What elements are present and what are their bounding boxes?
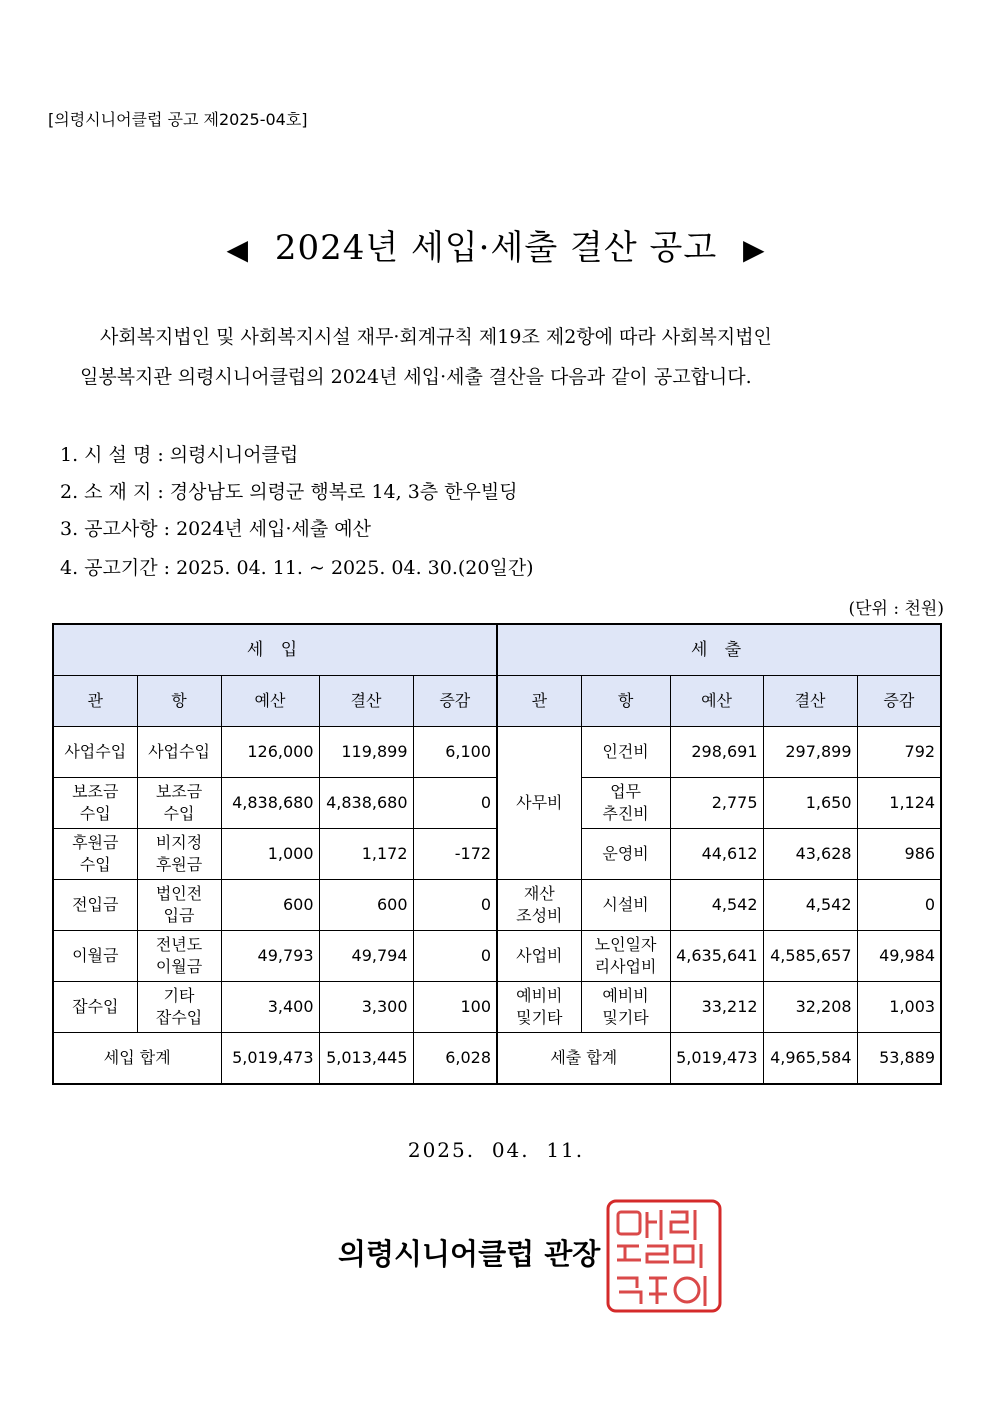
expense-hang: 업무 추진비 [581,778,670,829]
revenue-hang: 보조금 수입 [137,778,221,829]
revenue-total-settlement: 5,013,445 [319,1033,413,1085]
settlement-table [52,623,942,1085]
col-change: 증감 [857,676,941,727]
revenue-gwan: 이월금 [53,931,137,982]
title-text: 2024년 세입·세출 결산 공고 [274,228,718,268]
expense-settlement: 4,542 [763,880,857,931]
expense-budget: 298,691 [670,727,763,778]
intro-line-1: 사회복지법인 및 사회복지시설 재무·회계규칙 제19조 제2항에 따라 사회복지법인 [100,326,772,348]
col-settlement: 결산 [763,676,857,727]
revenue-settlement: 49,794 [319,931,413,982]
revenue-change: 6,100 [413,727,497,778]
official-seal-icon [605,1198,723,1314]
expense-gwan-property: 재산 조성비 [497,880,581,931]
revenue-settlement: 4,838,680 [319,778,413,829]
col-hang: 항 [581,676,670,727]
expense-gwan-reserve: 예비비 및기타 [497,982,581,1033]
expense-settlement: 1,650 [763,778,857,829]
expense-header: 세 출 [497,624,941,676]
expense-gwan-business: 사업비 [497,931,581,982]
expense-change: 0 [857,880,941,931]
revenue-change: 0 [413,778,497,829]
expense-budget: 33,212 [670,982,763,1033]
expense-budget: 4,635,641 [670,931,763,982]
revenue-gwan: 사업수입 [53,727,137,778]
revenue-settlement: 1,172 [319,829,413,880]
item-period: 4. 공고기간 : 2025. 04. 11. ~ 2025. 04. 30.(20일간) [60,557,534,579]
col-hang: 항 [137,676,221,727]
expense-total-settlement: 4,965,584 [763,1033,857,1085]
item-subject: 3. 공고사항 : 2024년 세입·세출 예산 [60,518,372,540]
total-row [53,1033,941,1085]
seal-glyphs [617,1210,705,1306]
revenue-gwan: 후원금 수입 [53,829,137,880]
notice-date: 2025. 04. 11. [407,1138,585,1162]
revenue-change: -172 [413,829,497,880]
expense-hang: 인건비 [581,727,670,778]
revenue-hang: 사업수입 [137,727,221,778]
expense-settlement: 32,208 [763,982,857,1033]
table-row [53,880,941,931]
expense-change: 49,984 [857,931,941,982]
revenue-hang: 기타 잡수입 [137,982,221,1033]
signer-name: 의령시니어클럽 관장 [338,1237,601,1271]
expense-settlement: 43,628 [763,829,857,880]
expense-change: 792 [857,727,941,778]
revenue-gwan: 전입금 [53,880,137,931]
expense-budget: 2,775 [670,778,763,829]
expense-total-change: 53,889 [857,1033,941,1085]
revenue-header: 세 입 [53,624,497,676]
col-change: 증감 [413,676,497,727]
revenue-budget: 49,793 [221,931,319,982]
item-facility-name: 1. 시 설 명 : 의령시니어클럽 [60,444,299,466]
revenue-budget: 1,000 [221,829,319,880]
expense-budget: 44,612 [670,829,763,880]
expense-total-label: 세출 합계 [497,1033,670,1085]
col-budget: 예산 [221,676,319,727]
expense-hang: 운영비 [581,829,670,880]
expense-change: 1,124 [857,778,941,829]
intro-line-2: 일봉복지관 의령시니어클럽의 2024년 세입·세출 결산을 다음과 같이 공고합니다. [80,366,752,388]
expense-total-budget: 5,019,473 [670,1033,763,1085]
expense-hang: 예비비 및기타 [581,982,670,1033]
col-settlement: 결산 [319,676,413,727]
expense-hang: 시설비 [581,880,670,931]
notice-number: [의령시니어클럽 공고 제2025-04호] [48,110,308,129]
expense-hang: 노인일자 리사업비 [581,931,670,982]
revenue-hang: 법인전 입금 [137,880,221,931]
expense-settlement: 297,899 [763,727,857,778]
revenue-total-label: 세입 합계 [53,1033,221,1085]
expense-budget: 4,542 [670,880,763,931]
right-triangle-icon: ▶ [742,233,766,266]
revenue-change: 0 [413,880,497,931]
revenue-gwan: 잡수입 [53,982,137,1033]
table-row [53,727,941,778]
revenue-budget: 600 [221,880,319,931]
table-row [53,982,941,1033]
left-triangle-icon: ◀ [226,233,249,266]
col-budget: 예산 [670,676,763,727]
expense-gwan-office: 사무비 [497,727,581,880]
expense-change: 986 [857,829,941,880]
item-location: 2. 소 재 지 : 경상남도 의령군 행복로 14, 3층 한우빌딩 [60,481,518,503]
col-gwan: 관 [497,676,581,727]
col-gwan: 관 [53,676,137,727]
revenue-gwan: 보조금 수입 [53,778,137,829]
revenue-settlement: 119,899 [319,727,413,778]
table-row [53,931,941,982]
unit-label: (단위 : 천원) [848,599,944,619]
revenue-settlement: 3,300 [319,982,413,1033]
revenue-settlement: 600 [319,880,413,931]
revenue-change: 100 [413,982,497,1033]
revenue-budget: 126,000 [221,727,319,778]
expense-change: 1,003 [857,982,941,1033]
expense-settlement: 4,585,657 [763,931,857,982]
revenue-budget: 3,400 [221,982,319,1033]
revenue-total-change: 6,028 [413,1033,497,1085]
page-title [0,220,992,269]
revenue-budget: 4,838,680 [221,778,319,829]
revenue-hang: 비지정 후원금 [137,829,221,880]
revenue-total-budget: 5,019,473 [221,1033,319,1085]
revenue-change: 0 [413,931,497,982]
revenue-hang: 전년도 이월금 [137,931,221,982]
